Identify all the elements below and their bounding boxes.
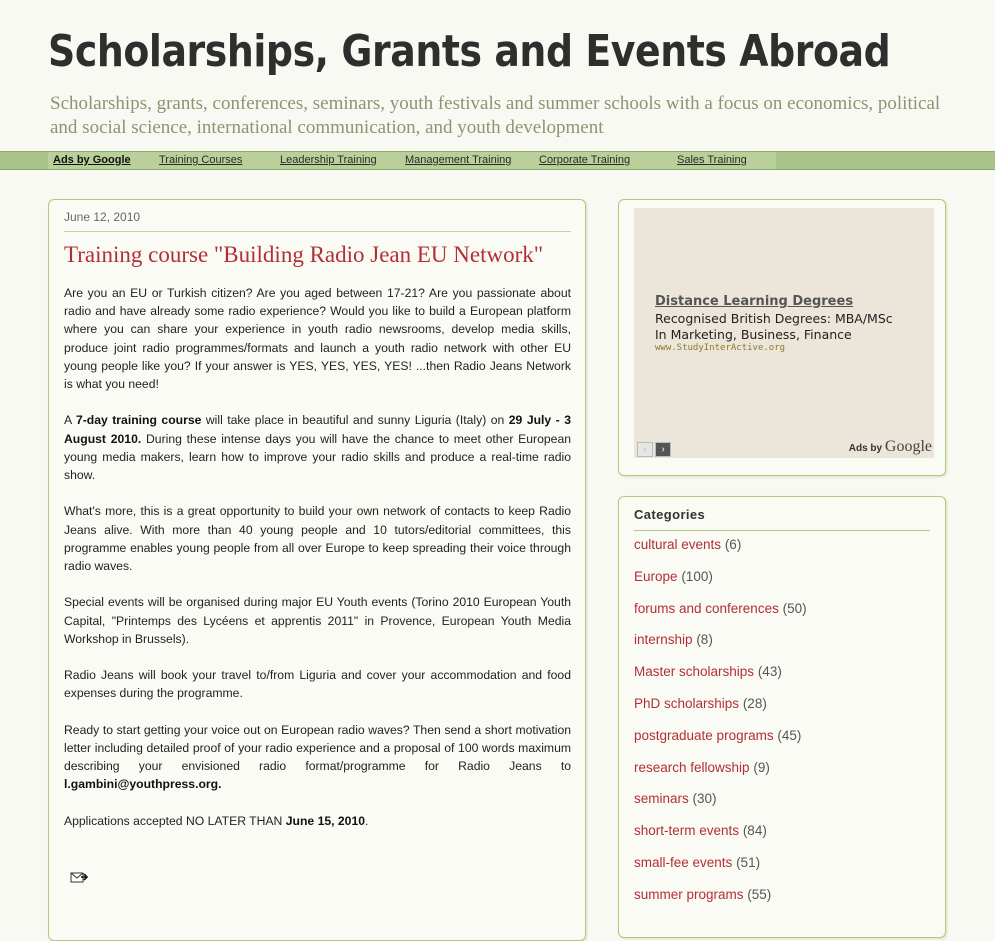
ads-by-google-link[interactable]: Ads by Google: [53, 154, 131, 166]
post-body: [64, 284, 571, 848]
bold-text: June 15, 2010: [285, 813, 366, 828]
ad-prev-arrow-icon[interactable]: ‹: [637, 442, 653, 457]
categories-widget: [618, 496, 946, 938]
category-count: (6): [724, 537, 742, 552]
category-item: [634, 728, 807, 760]
blog-title[interactable]: Scholarships, Grants and Events Abroad: [48, 26, 891, 77]
category-count: (28): [742, 695, 767, 711]
category-item: [634, 664, 807, 696]
category-count: (9): [753, 759, 770, 775]
category-item: [634, 855, 807, 887]
category-count: (8): [696, 632, 713, 648]
ads-by-text: Ads by: [848, 443, 883, 454]
category-item: [634, 632, 807, 664]
date-divider: [64, 231, 571, 232]
category-link[interactable]: internship: [634, 632, 693, 648]
category-link[interactable]: postgraduate programs: [634, 727, 774, 743]
category-count: (100): [681, 568, 713, 584]
ad-link-sales-training[interactable]: Sales Training: [677, 154, 747, 166]
post-paragraph: [64, 721, 571, 794]
category-count: (84): [742, 823, 767, 839]
ad-text-line: In Marketing, Business, Finance: [655, 327, 852, 342]
category-item: [634, 569, 807, 601]
text: A: [64, 413, 76, 428]
category-item: [634, 791, 807, 823]
sidebar-ad-widget: [618, 199, 946, 476]
email-post-icon[interactable]: [70, 870, 88, 884]
ad-unit[interactable]: [634, 208, 934, 458]
ad-link-management-training[interactable]: Management Training: [405, 154, 512, 166]
category-count: (30): [692, 791, 717, 807]
category-count: (45): [777, 727, 802, 743]
category-item: [634, 823, 807, 855]
text: will take place in beautiful and sunny Liguria (Italy) on: [201, 413, 509, 428]
ad-link-bar: [0, 151, 995, 170]
post-title[interactable]: Training course "Building Radio Jean EU Network": [64, 242, 544, 267]
contact-email: l.gambini@youthpress.org.: [64, 777, 222, 792]
category-item: [634, 537, 807, 569]
ad-text-line: Recognised British Degrees: MBA/MSc: [655, 311, 893, 326]
category-link[interactable]: short-term events: [634, 823, 740, 839]
category-count: (50): [782, 600, 807, 616]
post-paragraph: Radio Jeans will book your travel to/from Liguria and cover your accommodation and food expenses during the programme.: [64, 668, 571, 701]
bold-text: 7-day training course: [75, 413, 202, 428]
post-paragraph: What's more, this is a great opportunity to build your own network of contacts to keep Radio Jeans alive. With more than 40 young people and 10 tutors/editorial committees, this programme enables young people from all over Europe to keep spreading their voice through radio waves.: [64, 504, 571, 574]
post-paragraph: [64, 411, 571, 484]
post-paragraph: Are you an EU or Turkish citizen? Are you aged between 17-21? Are you passionate about radio and have already some radio experience? Would you like to build a European platform where you can share your experience in youth radio newsrooms, develop media skills, produce joint radio programmes/formats and launch a youth radio network with other EU young people like you? If your answer is YES, YES, YES, YES! ...then Radio Jeans Network is what you need!: [64, 286, 571, 392]
category-count: (55): [747, 886, 772, 902]
post-date: June 12, 2010: [64, 210, 141, 224]
ad-url[interactable]: www.StudyInterActive.org: [655, 343, 786, 353]
category-item: [634, 887, 807, 919]
post-container: [48, 199, 586, 941]
text: During these intense days you will have the chance to meet other European young media makers, learn how to improve your radio skills and produce a real-time radio show.: [64, 431, 571, 483]
categories-title: Categories: [634, 507, 706, 522]
categories-list: [634, 537, 807, 919]
text: Ready to start getting your voice out on European radio waves? Then send a short motivation letter including detailed proof of your radio experience and a proposal of 100 words maximum describing your envisioned radio format/programme for Radio Jeans to: [64, 722, 571, 774]
text: .: [365, 813, 369, 828]
ad-link-corporate-training[interactable]: Corporate Training: [539, 154, 631, 166]
ad-link-leadership-training[interactable]: Leadership Training: [280, 154, 377, 166]
category-item: [634, 760, 807, 792]
ads-by-google-label[interactable]: [849, 438, 932, 456]
category-link[interactable]: seminars: [634, 791, 689, 807]
post-paragraph: [64, 812, 571, 830]
category-link[interactable]: forums and conferences: [634, 600, 779, 616]
bold-text: 29 July - 3 August 2010.: [64, 413, 571, 446]
ad-title-link[interactable]: Distance Learning Degrees: [655, 294, 854, 309]
category-link[interactable]: small-fee events: [634, 854, 733, 870]
blog-description: Scholarships, grants, conferences, seminars, youth festivals and summer schools with a focus on economics, political and social science, international communication, and youth development: [50, 93, 941, 138]
ad-link-bar-inner: [48, 152, 776, 169]
categories-divider: [634, 530, 930, 531]
category-link[interactable]: Master scholarships: [634, 664, 755, 680]
category-item: [634, 601, 807, 633]
ad-next-arrow-icon[interactable]: ›: [655, 442, 671, 457]
ad-link-training-courses[interactable]: Training Courses: [159, 154, 243, 166]
category-link[interactable]: PhD scholarships: [634, 695, 740, 711]
category-link[interactable]: cultural events: [634, 537, 722, 552]
category-count: (43): [757, 664, 782, 680]
google-logo: Google: [884, 438, 932, 455]
category-item: [634, 696, 807, 728]
text: Applications accepted NO LATER THAN: [64, 813, 286, 828]
category-link[interactable]: Europe: [634, 568, 678, 584]
post-paragraph: Special events will be organised during major EU Youth events (Torino 2010 European Youth Capital, "Printemps des Lycéens et apprentis 2011" in Provence, European Youth Media Workshop in Brussels).: [64, 595, 571, 646]
category-count: (51): [736, 854, 761, 870]
category-link[interactable]: summer programs: [634, 886, 744, 902]
category-link[interactable]: research fellowship: [634, 759, 750, 775]
